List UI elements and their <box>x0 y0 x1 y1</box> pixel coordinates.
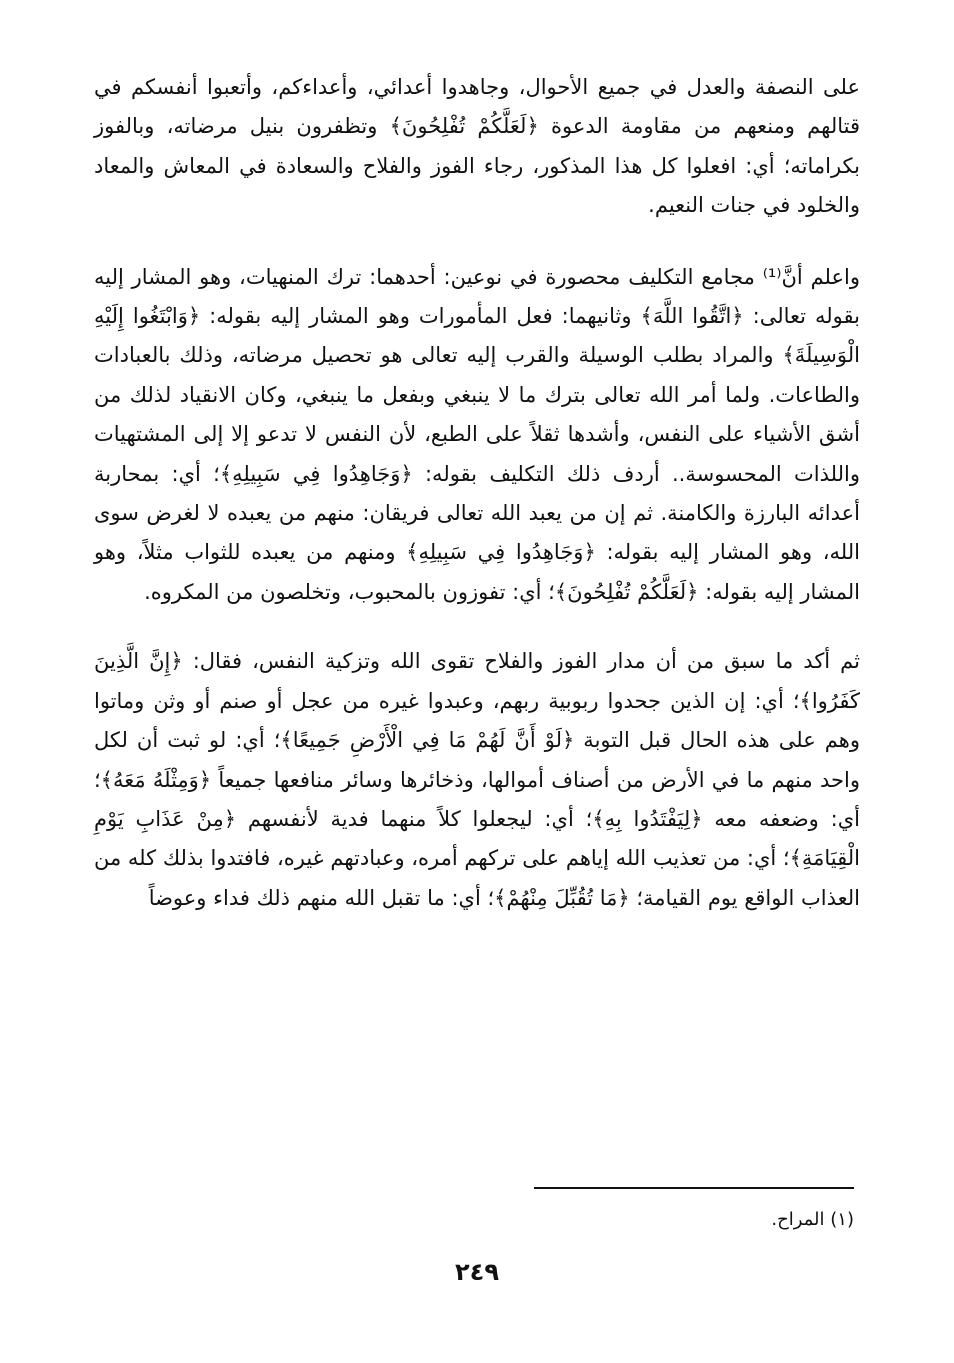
page-body <box>94 68 860 918</box>
page-number: ٢٤٩ <box>455 1258 499 1286</box>
paragraph-1: على النصفة والعدل في جميع الأحوال، وجاهدوا أعدائي، وأعداءكم، وأتعبوا أنفسكم في قتالهم ومنعهم من مقاومة الدعوة ﴿لَعَلَّكُمْ تُفْلِحُونَ﴾ وتظفرون بنيل مرضاته، وبالفوز بكراماته؛ أي: افعلوا كل هذا المذكور، رجاء الفوز والفلاح والسعادة في المعاش والمعاد والخلود في جنات النعيم. <box>94 75 860 218</box>
footnote-separator <box>534 1187 854 1189</box>
paragraph-3: ثم أكد ما سبق من أن مدار الفوز والفلاح تقوى الله وتزكية النفس، فقال: ﴿إِنَّ الَّذِينَ كَفَرُوا﴾؛ أي: إن الذين جحدوا ربوبية ربهم، وعبدوا غيره من عجل أو صنم أو وثن وماتوا وهم على هذه الحال قبل التوبة ﴿لَوْ أَنَّ لَهُمْ مَا فِي الْأَرْضِ جَمِيعًا﴾؛ أي: لو ثبت أن لكل واحد منهم ما في الأرض من أصناف أموالها، وذخائرها وسائر منافعها جميعاً ﴿وَمِثْلَهُ مَعَهُ﴾؛ أي: وضعفه معه ﴿لِيَفْتَدُوا بِهِ﴾؛ أي: ليجعلوا كلاً منهما فدية لأنفسهم ﴿مِنْ عَذَابِ يَوْمِ الْقِيَامَةِ﴾؛ أي: من تعذيب الله إياهم على تركهم أمره، وعبادتهم غيره، فافتدوا بذلك كله من العذاب الواقع يوم القيامة؛ ﴿مَا تُقُبِّلَ مِنْهُمْ﴾؛ أي: ما تقبل الله منهم ذلك فداء وعوضاً <box>94 649 860 910</box>
paragraph-2: واعلم أنَّ⁽¹⁾ مجامع التكليف محصورة في نوعين: أحدهما: ترك المنهيات، وهو المشار إليه بقوله تعالى: ﴿اتَّقُوا اللَّهَ﴾ وثانيهما: فعل المأمورات وهو المشار إليه بقوله: ﴿وَابْتَغُوا إِلَيْهِ الْوَسِيلَةَ﴾ والمراد بطلب الوسيلة والقرب إليه تعالى هو تحصيل مرضاته، وذلك بالعبادات والطاعات. ولما أمر الله تعالى بترك ما لا ينبغي وبفعل ما ينبغي، وكان الانقياد لذلك من أشق الأشياء على النفس، وأشدها ثقلاً على الطبع، لأن النفس لا تدعو إلا إلى المشتهيات واللذات المحسوسة.. أردف ذلك التكليف بقوله: ﴿وَجَاهِدُوا فِي سَبِيلِهِ﴾؛ أي: بمحاربة أعدائه البارزة والكامنة. ثم إن من يعبد الله تعالى فريقان: منهم من يعبده لا لغرض سوى الله، وهو المشار إليه بقوله: ﴿وَجَاهِدُوا فِي سَبِيلِهِ﴾ ومنهم من يعبده للثواب مثلاً، وهو المشار إليه بقوله: ﴿لَعَلَّكُمْ تُفْلِحُونَ﴾؛ أي: تفوزون بالمحبوب، وتخلصون من المكروه. <box>94 264 861 604</box>
footnote: (١) المراح. <box>771 1209 854 1230</box>
